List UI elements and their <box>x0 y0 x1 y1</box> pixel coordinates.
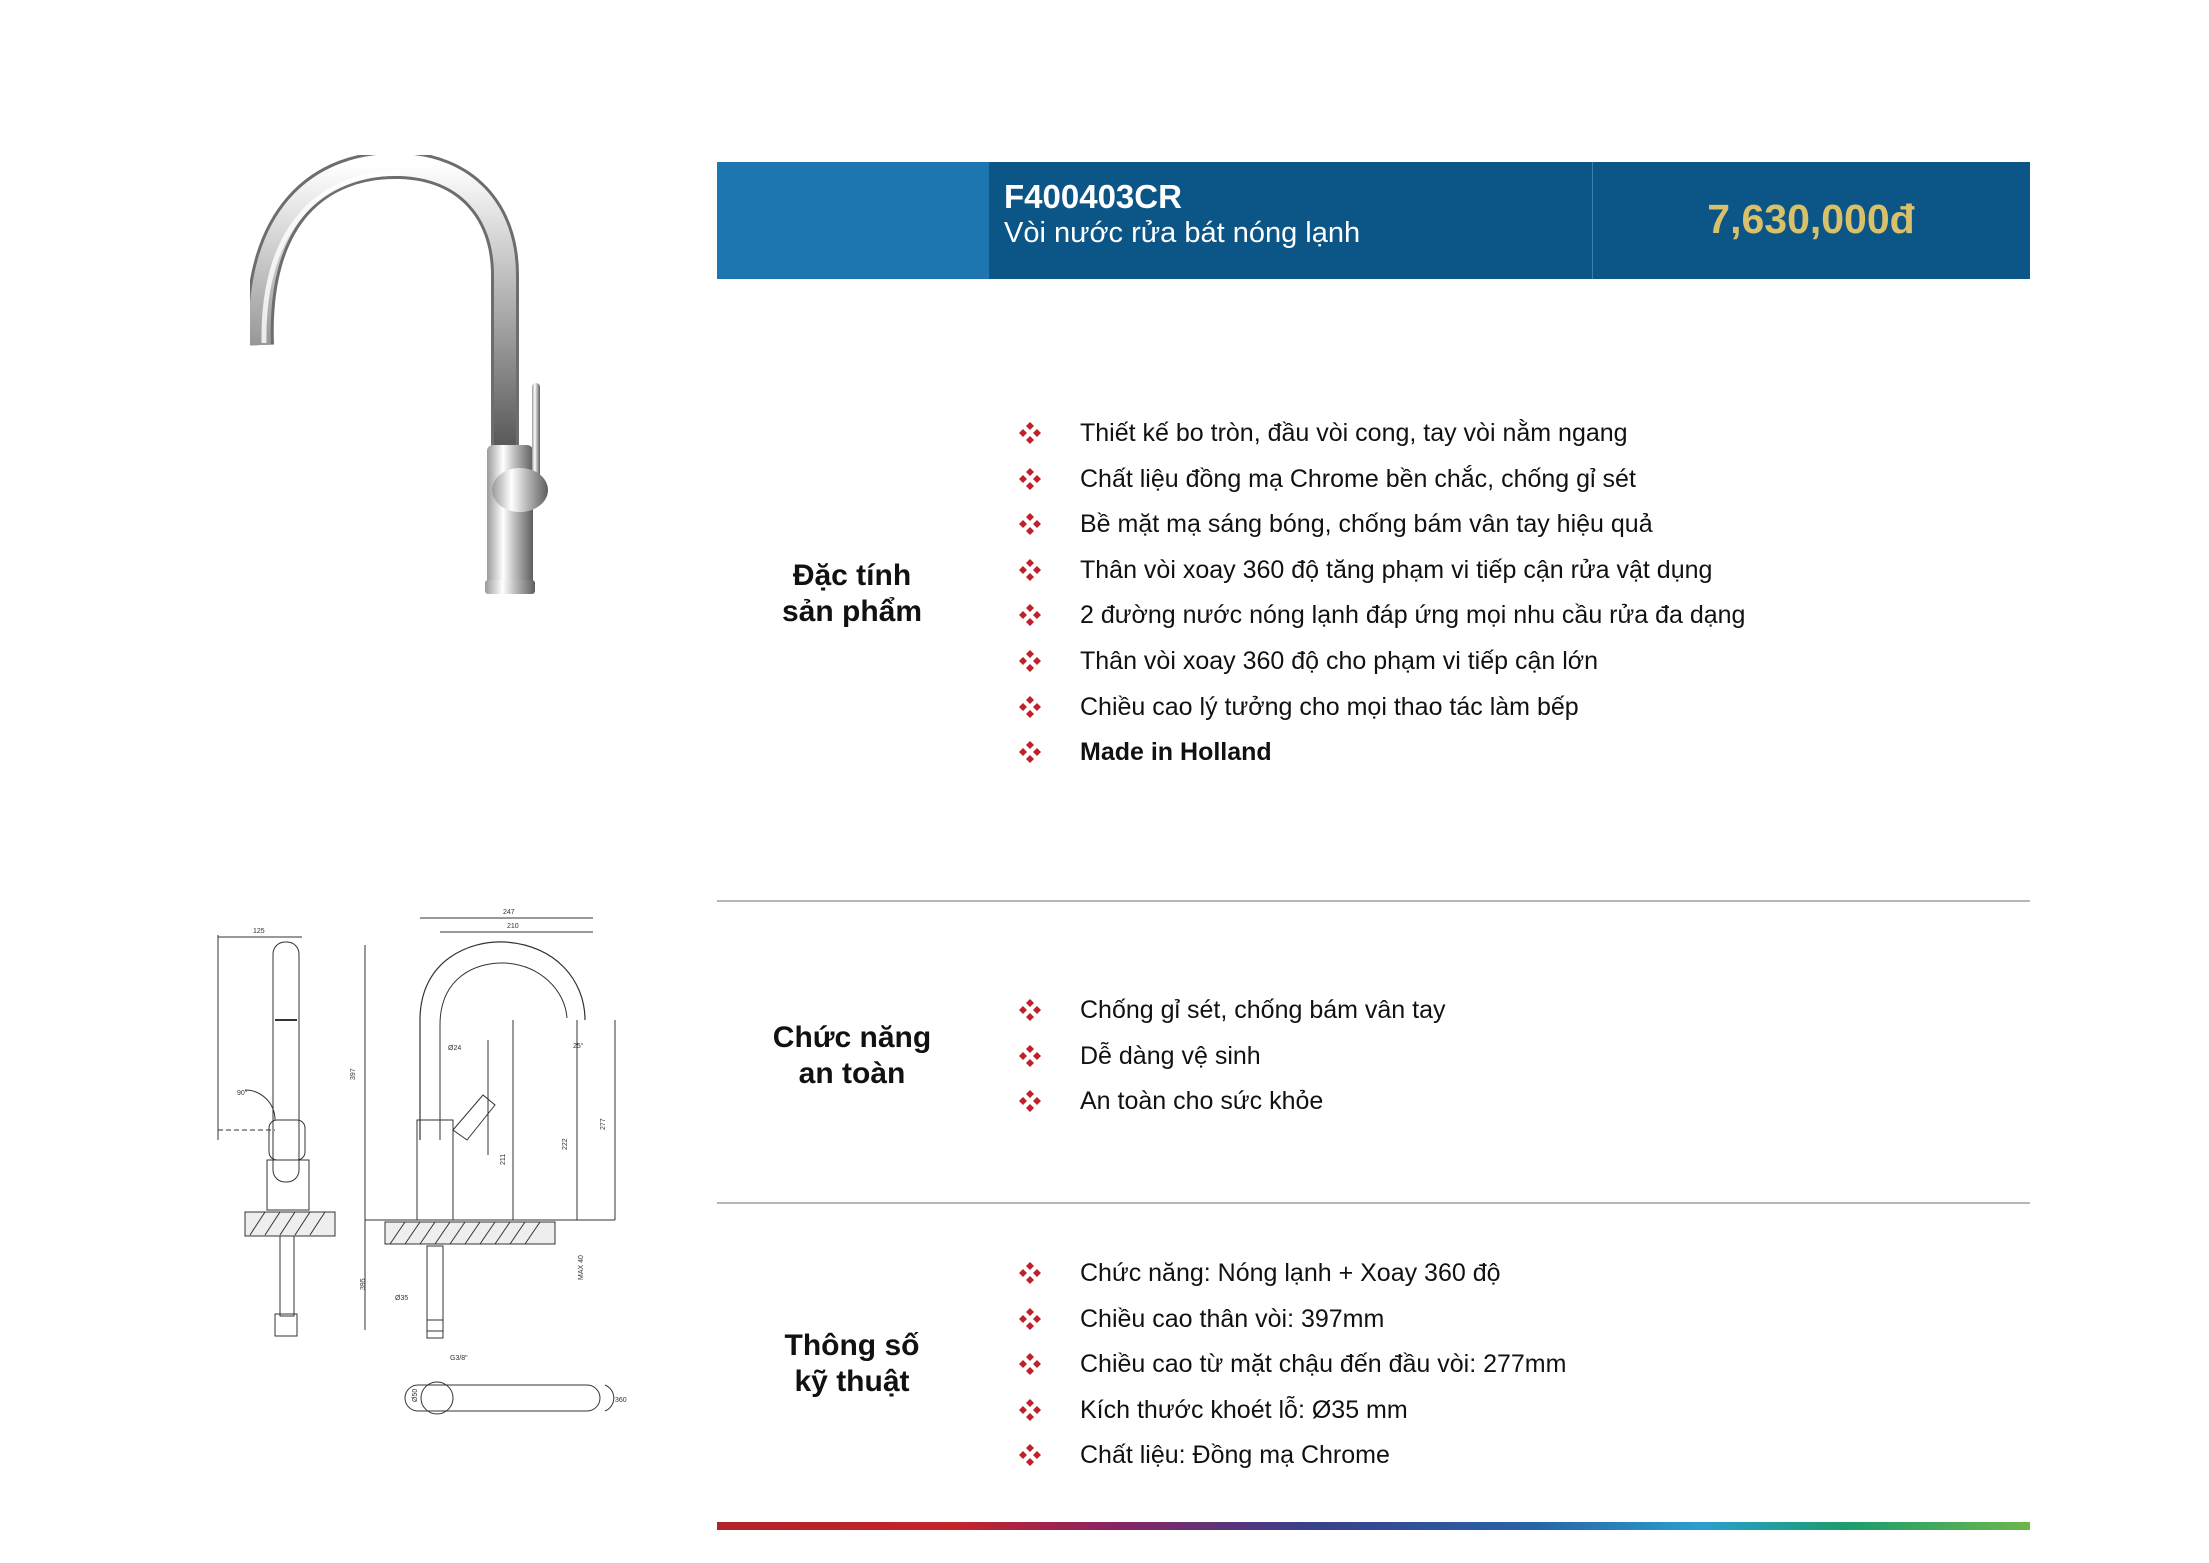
section-title-line: an toàn <box>798 1057 906 1090</box>
footer-color-stripe <box>717 1522 2030 1530</box>
list-item <box>1018 464 1745 510</box>
dim-thread: G3/8" <box>450 1355 468 1362</box>
diamond-bullet-icon <box>1018 1352 1042 1376</box>
diamond-bullet-icon <box>1018 1307 1042 1331</box>
diamond-bullet-icon <box>1018 1044 1042 1068</box>
list-item <box>1018 600 1745 646</box>
list-item <box>1018 1041 1446 1087</box>
list-item <box>1018 692 1745 738</box>
dim-211: 211 <box>500 1153 507 1165</box>
section-divider <box>717 900 2030 902</box>
list-item-text: Chất liệu: Đồng mạ Chrome <box>1080 1441 1390 1470</box>
list-item-text: 2 đường nước nóng lạnh đáp ứng mọi nhu cầu rửa đa dạng <box>1080 601 1746 630</box>
list-item <box>1018 1349 1566 1395</box>
product-photo <box>250 155 550 605</box>
diamond-bullet-icon <box>1018 1398 1042 1422</box>
section-title-line: sản phẩm <box>781 595 923 628</box>
list-item-text: Dễ dàng vệ sinh <box>1080 1041 1261 1070</box>
list-item-text: Chiều cao thân vòi: 397mm <box>1080 1304 1385 1333</box>
angle-side: 90° <box>237 1090 248 1097</box>
diamond-bullet-icon <box>1018 558 1042 582</box>
dim-front-outer: 247 <box>503 909 515 916</box>
list-item <box>1018 509 1745 555</box>
dim-spout-dia: Ø24 <box>448 1045 462 1052</box>
list-item <box>1018 737 1745 783</box>
dim-front-inner: 210 <box>507 923 519 930</box>
header-accent <box>717 162 989 279</box>
list-item-text: Thân vòi xoay 360 độ tăng phạm vi tiếp cận rửa vật dụng <box>1080 555 1713 584</box>
product-code: F400403CR <box>1004 178 1182 215</box>
list-item <box>1018 1395 1566 1441</box>
product-name: Vòi nước rửa bát nóng lạnh <box>1004 217 1361 249</box>
section-title-line: Chức năng <box>772 1021 932 1054</box>
technical-drawing <box>205 890 645 1430</box>
diamond-bullet-icon <box>1018 1443 1042 1467</box>
list-item-text: Chiều cao lý tưởng cho mọi thao tác làm bếp <box>1080 692 1579 721</box>
dim-side-width: 125 <box>253 928 265 935</box>
section-title-line: Đặc tính <box>792 559 912 592</box>
list-item-text: Chất liệu đồng mạ Chrome bền chắc, chống gỉ sét <box>1080 464 1636 493</box>
list-item-text: Made in Holland <box>1080 738 1272 767</box>
diamond-bullet-icon <box>1018 695 1042 719</box>
section-title-features <box>717 558 987 630</box>
list-item-text: Chống gỉ sét, chống bám vân tay <box>1080 996 1446 1024</box>
dim-rotation: 360 <box>615 1397 627 1404</box>
diamond-bullet-icon <box>1018 421 1042 445</box>
dim-277: 277 <box>600 1118 607 1130</box>
diamond-bullet-icon <box>1018 1089 1042 1113</box>
list-item <box>1018 646 1745 692</box>
list-item <box>1018 995 1446 1041</box>
specs-list <box>1018 1258 1566 1486</box>
list-item <box>1018 1086 1446 1132</box>
list-item-text: Thiết kế bo tròn, đầu vòi cong, tay vòi nằm ngang <box>1080 419 1628 447</box>
diamond-bullet-icon <box>1018 1261 1042 1285</box>
dim-max40: MAX 40 <box>578 1255 585 1280</box>
section-title-specs <box>717 1328 987 1400</box>
section-divider <box>717 1202 2030 1204</box>
list-item <box>1018 418 1745 464</box>
list-item-text: An toàn cho sức khỏe <box>1080 1087 1324 1116</box>
list-item-text: Thân vòi xoay 360 độ cho phạm vi tiếp cận lớn <box>1080 646 1599 675</box>
diamond-bullet-icon <box>1018 512 1042 536</box>
list-item <box>1018 555 1745 601</box>
list-item-text: Chiều cao từ mặt chậu đến đầu vòi: 277mm <box>1080 1350 1567 1379</box>
dim-total-height: 397 <box>350 1068 357 1080</box>
dim-base-dia: Ø50 <box>412 1388 419 1402</box>
section-title-line: kỹ thuật <box>794 1365 910 1398</box>
dim-395: 395 <box>360 1278 367 1290</box>
diamond-bullet-icon <box>1018 649 1042 673</box>
diamond-bullet-icon <box>1018 467 1042 491</box>
list-item <box>1018 1304 1566 1350</box>
diamond-bullet-icon <box>1018 740 1042 764</box>
list-item <box>1018 1440 1566 1486</box>
diamond-bullet-icon <box>1018 603 1042 627</box>
list-item <box>1018 1258 1566 1304</box>
safety-list <box>1018 995 1446 1132</box>
diamond-bullet-icon <box>1018 998 1042 1022</box>
section-title-line: Thông số <box>784 1329 920 1362</box>
feature-list <box>1018 418 1745 783</box>
dim-hole: Ø35 <box>395 1295 409 1302</box>
angle-front: 25° <box>573 1043 584 1050</box>
list-item-text: Chức năng: Nóng lạnh + Xoay 360 độ <box>1080 1259 1501 1287</box>
section-title-safety <box>717 1020 987 1092</box>
list-item-text: Kích thước khoét lỗ: Ø35 mm <box>1080 1395 1408 1424</box>
product-price: 7,630,000đ <box>1707 196 1915 242</box>
list-item-text: Bề mặt mạ sáng bóng, chống bám vân tay hiệu quả <box>1080 510 1653 539</box>
dim-222: 222 <box>562 1138 569 1150</box>
